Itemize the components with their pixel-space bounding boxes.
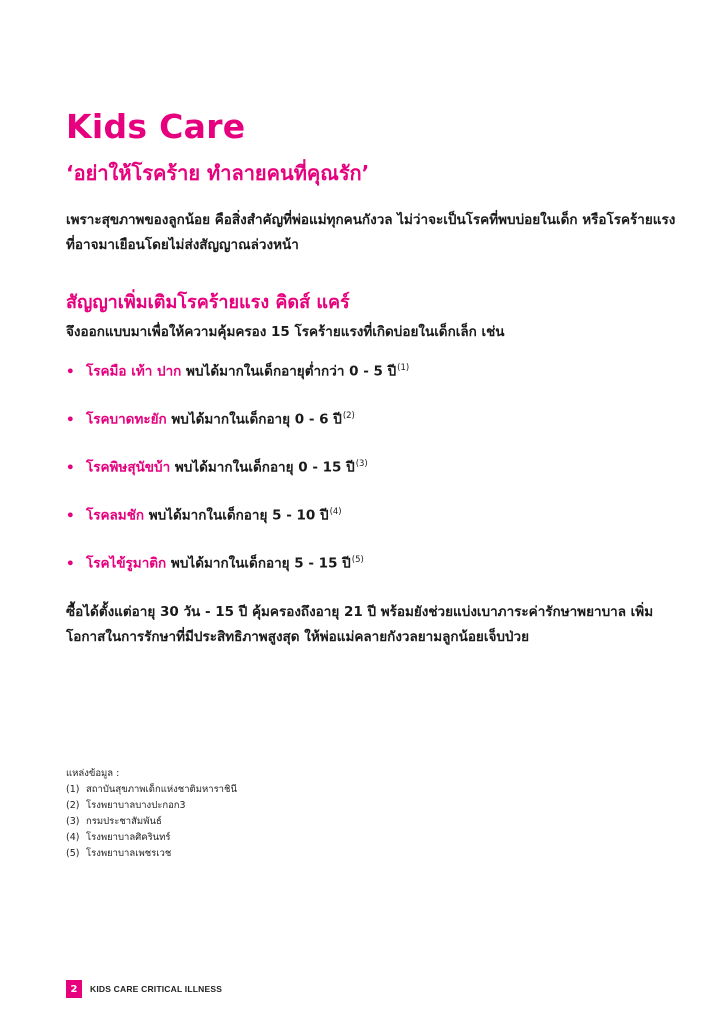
- list-item: [66, 548, 409, 596]
- list-item: [66, 500, 409, 548]
- sources-block: [66, 766, 237, 862]
- source-number: (3): [66, 816, 80, 827]
- list-item: [66, 452, 409, 500]
- section-title: สัญญาเพิ่มเติมโรคร้ายแรง คิดส์ แคร์: [66, 292, 350, 313]
- list-item: [66, 404, 409, 452]
- bullet-icon: •: [66, 555, 75, 572]
- disease-description: พบได้มากในเด็กอายุ 0 - 15 ปี: [170, 459, 355, 476]
- page-title: Kids Care: [66, 107, 246, 146]
- bullet-icon: •: [66, 363, 75, 380]
- sources-heading: แหล่งข้อมูล :: [66, 768, 120, 779]
- disease-name: โรคมือ เท้า ปาก: [86, 363, 182, 380]
- page-number-badge: 2: [66, 980, 82, 998]
- disease-description: พบได้มากในเด็กอายุ 5 - 15 ปี: [166, 555, 351, 572]
- source-number: (4): [66, 832, 80, 843]
- page-subtitle: ‘อย่าให้โรคร้าย ทำลายคนที่คุณรัก’: [66, 161, 370, 185]
- source-item: [66, 846, 237, 862]
- reference-mark: (3): [355, 459, 368, 469]
- source-number: (5): [66, 848, 80, 859]
- page-footer: [66, 980, 222, 998]
- intro-paragraph: เพราะสุขภาพของลูกน้อย คือสิ่งสำคัญที่พ่อแม่ทุกคนกังวล ไม่ว่าจะเป็นโรคที่พบบ่อยในเด็ก หรือโรคร้ายแรงที่อาจมาเยือนโดยไม่ส่งสัญญาณล่วงหน้า: [66, 212, 676, 253]
- source-text: โรงพยาบาลบางปะกอก3: [86, 800, 186, 811]
- source-text: สถาบันสุขภาพเด็กแห่งชาติมหาราชินี: [86, 784, 237, 795]
- disease-name: โรคพิษสุนัขบ้า: [86, 459, 171, 476]
- section-lead: จึงออกแบบมาเพื่อให้ความคุ้มครอง 15 โรคร้ายแรงที่เกิดบ่อยในเด็กเล็ก เช่น: [66, 324, 505, 340]
- disease-list: [66, 356, 409, 596]
- source-item: [66, 814, 237, 830]
- footer-label: KIDS CARE CRITICAL ILLNESS: [90, 984, 223, 994]
- reference-mark: (4): [329, 507, 342, 517]
- source-item: [66, 830, 237, 846]
- source-number: (1): [66, 784, 80, 795]
- source-number: (2): [66, 800, 80, 811]
- bullet-icon: •: [66, 507, 75, 524]
- disease-description: พบได้มากในเด็กอายุ 5 - 10 ปี: [144, 507, 329, 524]
- source-text: กรมประชาสัมพันธ์: [86, 816, 162, 827]
- disease-description: พบได้มากในเด็กอายุ 0 - 6 ปี: [166, 411, 342, 428]
- disease-description: พบได้มากในเด็กอายุต่ำกว่า 0 - 5 ปี: [181, 363, 397, 380]
- source-item: [66, 782, 237, 798]
- bullet-icon: •: [66, 411, 75, 428]
- disease-name: โรคไข้รูมาติก: [86, 555, 167, 572]
- list-item: [66, 356, 409, 404]
- reference-mark: (2): [342, 411, 355, 421]
- reference-mark: (5): [351, 555, 364, 565]
- source-item: [66, 798, 237, 814]
- disease-name: โรคลมชัก: [86, 507, 145, 524]
- bullet-icon: •: [66, 459, 75, 476]
- closing-paragraph: ซื้อได้ตั้งแต่อายุ 30 วัน - 15 ปี คุ้มครองถึงอายุ 21 ปี พร้อมยังช่วยแบ่งเบาภาระค่ารักษาพยาบาล เพิ่มโอกาสในการรักษาที่มีประสิทธิภาพสูงสุด ให้พ่อแม่คลายกังวลยามลูกน้อยเจ็บป่วย: [66, 604, 654, 645]
- source-text: โรงพยาบาลศิครินทร์: [86, 832, 171, 843]
- source-text: โรงพยาบาลเพชรเวช: [86, 848, 172, 859]
- disease-name: โรคบาดทะยัก: [86, 411, 167, 428]
- reference-mark: (1): [397, 363, 410, 373]
